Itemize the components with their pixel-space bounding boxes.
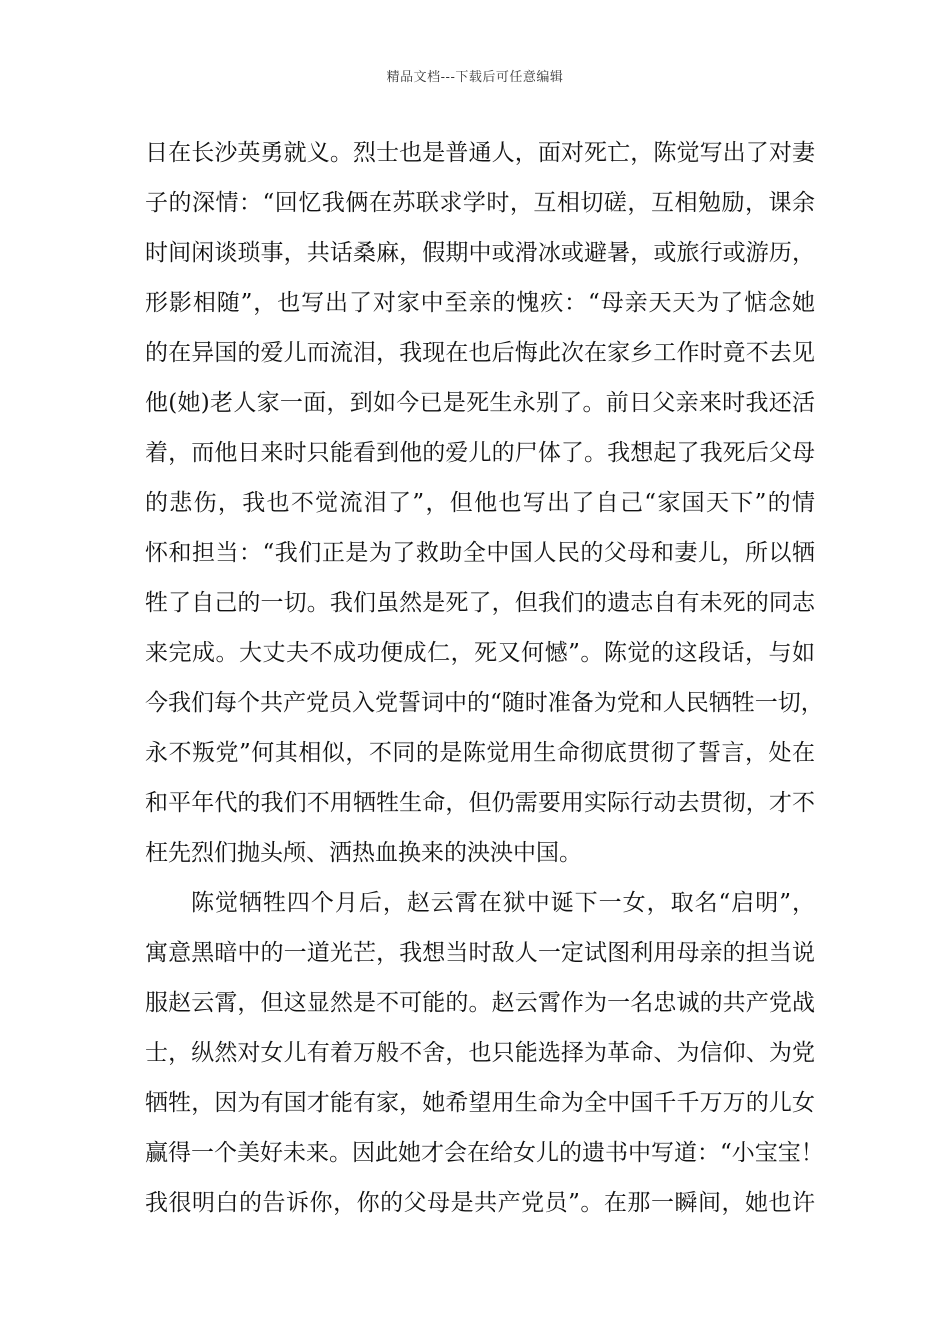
text-line: 他(她)老人家一面，到如今已是死生永别了。前日父亲来时我还活 [145,390,815,416]
text-line: 今我们每个共产党员入党誓词中的“随时准备为党和人民牺牲一切， [145,690,824,716]
text-line: 牲了自己的一切。我们虽然是死了，但我们的遗志自有未死的同志 [145,590,815,616]
text-line: 寓意黑暗中的一道光芒，我想当时敌人一定试图利用母亲的担当说 [145,940,815,966]
document-body [145,128,824,1228]
page-header-watermark: 精品文档---下载后可任意编辑 [386,70,564,85]
text-line: 怀和担当：“我们正是为了救助全中国人民的父母和妻儿，所以牺 [145,540,815,566]
paragraph-end-line: 枉先烈们抛头颅、洒热血换来的泱泱中国。 [145,840,582,866]
text-line: 我很明白的告诉你，你的父母是共产党员”。在那一瞬间，她也许 [145,1190,815,1216]
text-line: 和平年代的我们不用牺牲生命，但仍需要用实际行动去贯彻，才不 [145,790,815,816]
text-line: 服赵云霄，但这显然是不可能的。赵云霄作为一名忠诚的共产党战 [145,990,815,1016]
text-line: 永不叛党”何其相似，不同的是陈觉用生命彻底贯彻了誓言，处在 [145,740,815,766]
text-line: 子的深情：“回忆我俩在苏联求学时，互相切磋，互相勉励，课余 [145,190,815,216]
paragraph-start-line: 陈觉牺牲四个月后，赵云霄在狱中诞下一女，取名“启明”， [191,890,815,916]
text-line: 士，纵然对女儿有着万般不舍，也只能选择为革命、为信仰、为党 [145,1040,815,1066]
text-line: 时间闲谈琐事，共话桑麻，假期中或滑冰或避暑，或旅行或游历， [145,240,815,266]
text-line: 赢得一个美好未来。因此她才会在给女儿的遗书中写道：“小宝宝！ [145,1140,824,1166]
text-line: 日在长沙英勇就义。烈士也是普通人，面对死亡，陈觉写出了对妻 [145,140,815,166]
text-line: 形影相随”，也写出了对家中至亲的愧疚：“母亲天天为了惦念她 [145,290,815,316]
text-line: 的在异国的爱儿而流泪，我现在也后悔此次在家乡工作时竟不去见 [145,340,815,366]
text-line: 着，而他日来时只能看到他的爱儿的尸体了。我想起了我死后父母 [145,440,815,466]
text-line: 牺牲，因为有国才能有家，她希望用生命为全中国千千万万的儿女 [145,1090,815,1116]
text-line: 的悲伤，我也不觉流泪了”，但他也写出了自己“家国天下”的情 [145,490,815,516]
text-line: 来完成。大丈夫不成功便成仁，死又何憾”。陈觉的这段话，与如 [145,640,815,666]
